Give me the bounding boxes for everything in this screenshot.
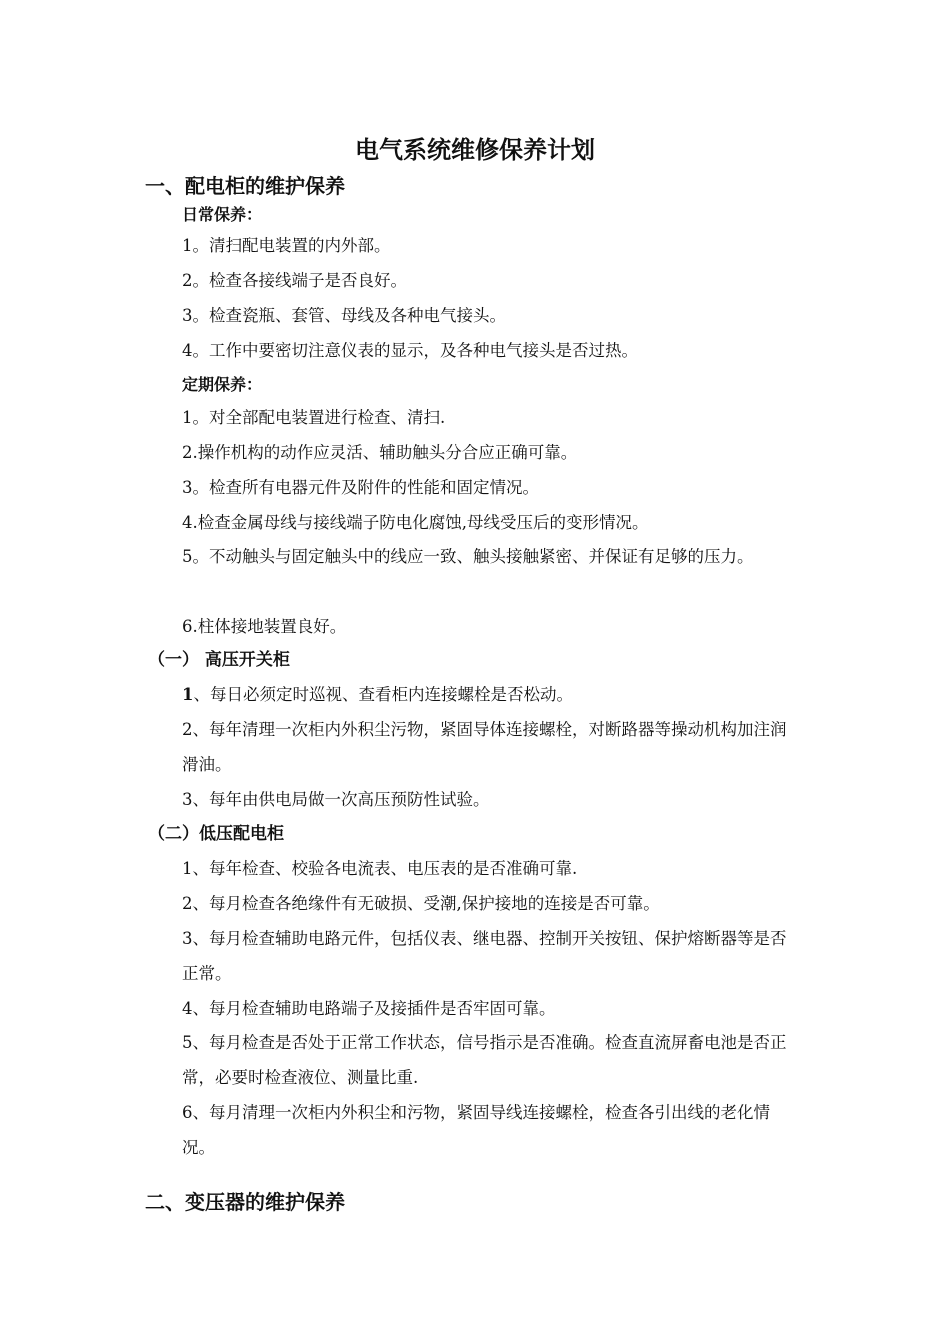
daily-maintenance-label: 日常保养： xyxy=(182,205,263,224)
item-text: 、每年由供电局做一次高压预防性试验。 xyxy=(192,790,490,809)
item-number: 3 xyxy=(182,790,193,809)
item-text: 、每日必须定时巡视、查看柜内连接螺栓是否松动。 xyxy=(193,685,573,704)
periodic-item: 1。对全部配电装置进行检查、清扫. xyxy=(182,408,446,427)
periodic-item: 5。不动触头与固定触头中的线应一致、触头接触紧密、并保证有足够的压力。 xyxy=(182,547,754,566)
item-number: 1 xyxy=(182,685,194,704)
section-heading-1: 一、配电柜的维护保养 xyxy=(145,174,345,198)
periodic-item: 2.操作机构的动作应灵活、辅助触头分合应正确可靠。 xyxy=(182,443,578,462)
high-voltage-item xyxy=(182,677,792,712)
low-voltage-item: 3、每月检查辅助电路元件，包括仪表、继电器、控制开关按钮、保护熔断器等是否正常。 xyxy=(182,929,787,983)
periodic-maintenance-label: 定期保养： xyxy=(182,375,263,394)
high-voltage-item xyxy=(182,712,792,782)
low-voltage-item: 1、每年检查、校验各电流表、电压表的是否准确可靠. xyxy=(182,859,578,878)
document-title: 电气系统维修保养计划 xyxy=(355,135,595,164)
daily-item: 3。检查瓷瓶、套管、母线及各种电气接头。 xyxy=(182,306,506,325)
item-number: 2 xyxy=(182,720,193,739)
daily-item: 1。清扫配电装置的内外部。 xyxy=(182,236,391,255)
subsection-heading-low-voltage: （二）低压配电柜 xyxy=(148,824,284,844)
section-heading-2: 二、变压器的维护保养 xyxy=(145,1190,345,1214)
low-voltage-item: 2、每月检查各绝缘件有无破损、受潮,保护接地的连接是否可靠。 xyxy=(182,894,660,913)
low-voltage-item: 6、每月清理一次柜内外积尘和污物，紧固导线连接螺栓，检查各引出线的老化情况。 xyxy=(182,1103,770,1157)
periodic-item: 3。检查所有电器元件及附件的性能和固定情况。 xyxy=(182,478,539,497)
daily-item: 2。检查各接线端子是否良好。 xyxy=(182,271,407,290)
low-voltage-item: 5、每月检查是否处于正常工作状态，信号指示是否准确。检查直流屏畜电池是否正常，必要时检查液位、测量比重. xyxy=(182,1033,787,1087)
subsection-heading-high-voltage: （一） 高压开关柜 xyxy=(148,650,290,670)
daily-item: 4。工作中要密切注意仪表的显示，及各种电气接头是否过热。 xyxy=(182,341,638,360)
low-voltage-item: 4、每月检查辅助电路端子及接插件是否牢固可靠。 xyxy=(182,999,556,1018)
item-text: 、每年清理一次柜内外积尘污物，紧固导体连接螺栓，对断路器等操动机构加注润滑油。 xyxy=(182,720,787,774)
periodic-item: 4.检查金属母线与接线端子防电化腐蚀,母线受压后的变形情况。 xyxy=(182,513,649,532)
high-voltage-item xyxy=(182,782,792,817)
periodic-item: 6.柱体接地装置良好。 xyxy=(182,617,347,636)
